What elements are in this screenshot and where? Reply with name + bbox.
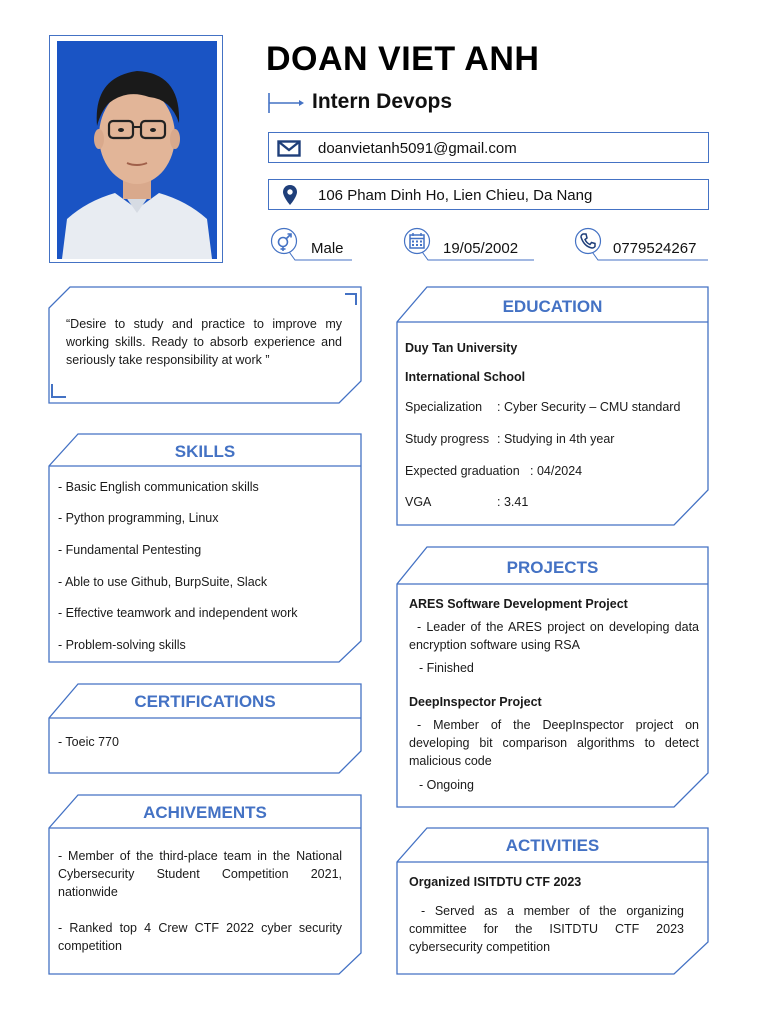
education-row-value: : Studying in 4th year [497,432,615,446]
skill-item: - Problem-solving skills [58,638,186,652]
gender-text: Male [311,240,344,257]
education-row-value: : 3.41 [497,495,529,509]
school-name: International School [405,370,526,384]
dob-text: 19/05/2002 [443,240,519,257]
quote-corner-top [345,294,356,305]
career-objective: “Desire to study and practice to improve my working skills. Ready to absorb experience and seriously take responsibility at work ” [66,317,342,367]
project-status: - Ongoing [419,778,474,792]
gender-icon [270,227,298,255]
calendar-icon [403,227,431,255]
skill-item: - Effective teamwork and independent work [58,606,298,620]
activity-description: - Served as a member of the organizing committee for the ISITDTU CTF 2023 cybersecurity competition [409,904,684,954]
education-title: EDUCATION [502,297,603,316]
email-icon [277,140,301,157]
address-text: 106 Pham Dinh Ho, Lien Chieu, Da Nang [318,187,593,204]
quote-corner-bottom [52,384,66,397]
project-name: DeepInspector Project [409,695,542,709]
candidate-name: DOAN VIET ANH [266,40,540,78]
education-row-value: : 04/2024 [530,464,583,478]
achievement-item: - Ranked top 4 Crew CTF 2022 cyber security competition [58,921,342,953]
activity-name: Organized ISITDTU CTF 2023 [409,875,582,889]
project-description: - Leader of the ARES project on developing data encryption software using RSA [409,620,699,652]
skill-item: - Fundamental Pentesting [58,543,202,557]
achievements-title: ACHIVEMENTS [143,803,267,822]
project-status: - Finished [419,661,474,675]
projects-title: PROJECTS [506,558,599,577]
skills-title: SKILLS [174,442,236,461]
project-description: - Member of the DeepInspector project on developing bit comparison algorithms to detect malicious code [409,718,699,768]
skill-item: - Python programming, Linux [58,511,219,525]
profile-photo [57,41,217,259]
skill-item: - Able to use Github, BurpSuite, Slack [58,575,268,589]
activities-title: ACTIVITIES [505,836,600,855]
phone-text: 0779524267 [613,240,697,257]
project-name: ARES Software Development Project [409,597,628,611]
profile-photo-frame [49,35,223,263]
arrow-line-icon [268,92,306,114]
education-row-value: : Cyber Security – CMU standard [497,400,681,414]
job-title: Intern Devops [312,90,453,113]
education-row-label: Specialization [405,400,483,414]
achievement-item: - Member of the third-place team in the National Cybersecurity Student Competition 2021, nationwide [58,849,342,899]
certifications-title: CERTIFICATIONS [134,692,276,711]
education-row-label: Expected graduation [405,464,520,478]
location-pin-icon [282,184,298,206]
education-row-label: VGA [405,495,432,509]
phone-icon [574,227,602,255]
email-text: doanvietanh5091@gmail.com [318,140,517,157]
education-row-label: Study progress [405,432,490,446]
university-name: Duy Tan University [405,341,518,355]
certification-item: - Toeic 770 [58,735,119,749]
skill-item: - Basic English communication skills [58,480,259,494]
